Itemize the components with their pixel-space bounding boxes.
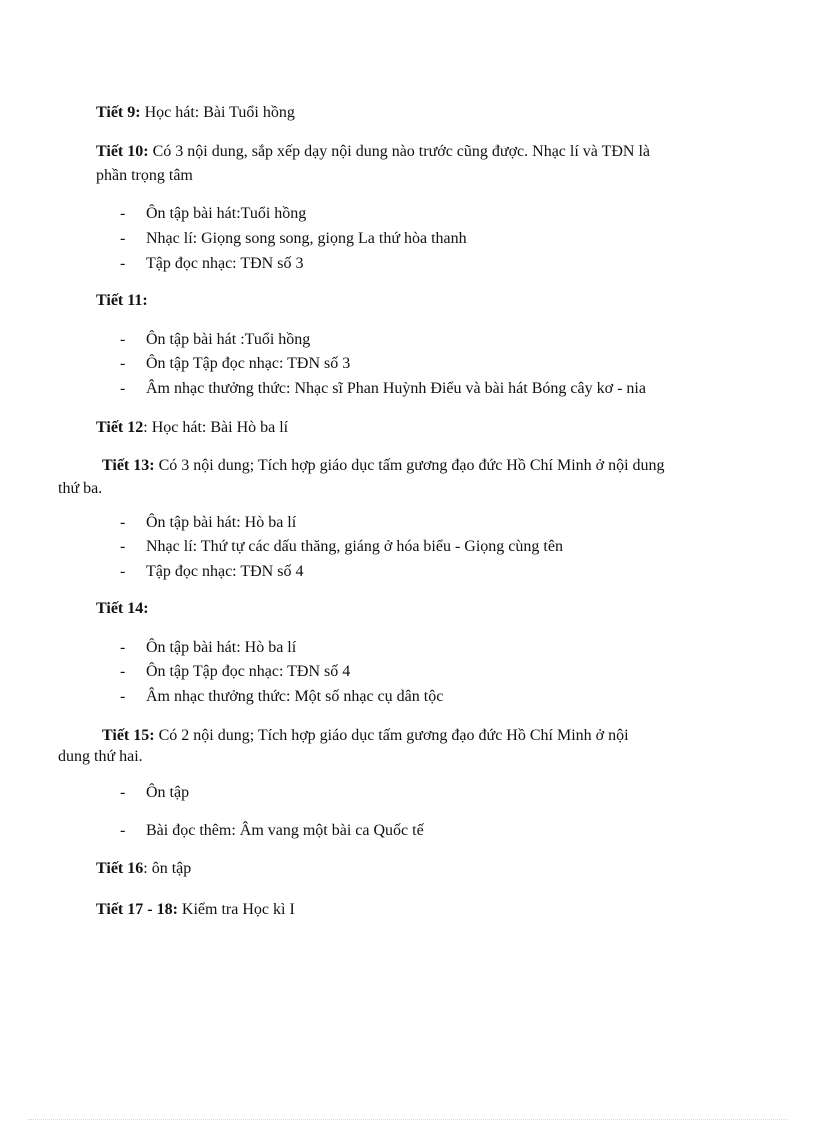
lesson-15-text: Có 2 nội dung; Tích hợp giáo dục tấm gương đạo đức Hồ Chí Minh ở nội bbox=[154, 727, 629, 744]
lesson-12-text: : Học hát: Bài Hò ba lí bbox=[143, 419, 289, 436]
lesson-16-text: : ôn tập bbox=[143, 860, 192, 877]
lesson-10-text-cont: phần trọng tâm bbox=[96, 167, 193, 184]
lesson-13-text: Có 3 nội dung; Tích hợp giáo dục tấm gương đạo đức Hồ Chí Minh ở nội dung bbox=[154, 457, 665, 474]
lesson-13 bbox=[102, 455, 665, 477]
lesson-17-18 bbox=[96, 899, 295, 921]
lesson-9 bbox=[96, 102, 295, 124]
list-item: - Tập đọc nhạc: TĐN số 4 bbox=[120, 563, 304, 580]
lesson-13-text-cont: thứ ba. bbox=[58, 480, 103, 497]
lesson-15-text-cont: dung thứ hai. bbox=[58, 748, 143, 765]
lesson-12-label: Tiết 12 bbox=[96, 419, 144, 436]
list-item: - Ôn tập Tập đọc nhạc: TĐN số 3 bbox=[120, 355, 351, 372]
page-bottom-divider bbox=[28, 1119, 788, 1120]
list-item: - Ôn tập bài hát: Hò ba lí bbox=[120, 514, 297, 531]
lesson-9-label: Tiết 9: bbox=[96, 104, 141, 121]
list-item: - Âm nhạc thưởng thức: Nhạc sĩ Phan Huỳnh Điểu và bài hát Bóng cây kơ - nia bbox=[120, 380, 646, 397]
lesson-11 bbox=[96, 290, 148, 312]
lesson-15-label: Tiết 15: bbox=[102, 727, 155, 744]
lesson-10-text: Có 3 nội dung, sắp xếp dạy nội dung nào trước cũng được. Nhạc lí và TĐN là bbox=[148, 143, 651, 160]
list-item: - Nhạc lí: Thứ tự các dấu thăng, giáng ở hóa biểu - Giọng cùng tên bbox=[120, 538, 563, 555]
lesson-15 bbox=[102, 725, 629, 747]
lesson-14-label: Tiết 14: bbox=[96, 600, 149, 617]
list-item: - Nhạc lí: Giọng song song, giọng La thứ hòa thanh bbox=[120, 230, 467, 247]
list-item: - Ôn tập bbox=[120, 784, 190, 801]
lesson-10 bbox=[96, 141, 650, 163]
lesson-16-label: Tiết 16 bbox=[96, 860, 144, 877]
list-item: - Âm nhạc thưởng thức: Một số nhạc cụ dân tộc bbox=[120, 688, 444, 705]
lesson-17-18-label: Tiết 17 - 18: bbox=[96, 901, 178, 918]
lesson-14 bbox=[96, 598, 149, 620]
list-item: - Ôn tập Tập đọc nhạc: TĐN số 4 bbox=[120, 663, 351, 680]
list-item: - Ôn tập bài hát :Tuổi hồng bbox=[120, 331, 311, 348]
lesson-9-text: Học hát: Bài Tuổi hồng bbox=[140, 104, 295, 121]
list-item: - Bài đọc thêm: Âm vang một bài ca Quốc tế bbox=[120, 822, 424, 839]
lesson-10-label: Tiết 10: bbox=[96, 143, 149, 160]
lesson-17-18-text: Kiểm tra Học kì I bbox=[177, 901, 295, 918]
lesson-11-label: Tiết 11: bbox=[96, 292, 148, 309]
lesson-12 bbox=[96, 417, 288, 439]
lesson-16 bbox=[96, 858, 191, 880]
lesson-13-label: Tiết 13: bbox=[102, 457, 155, 474]
list-item: - Ôn tập bài hát: Hò ba lí bbox=[120, 639, 297, 656]
list-item: - Tập đọc nhạc: TĐN số 3 bbox=[120, 255, 304, 272]
list-item: - Ôn tập bài hát:Tuổi hồng bbox=[120, 205, 307, 222]
